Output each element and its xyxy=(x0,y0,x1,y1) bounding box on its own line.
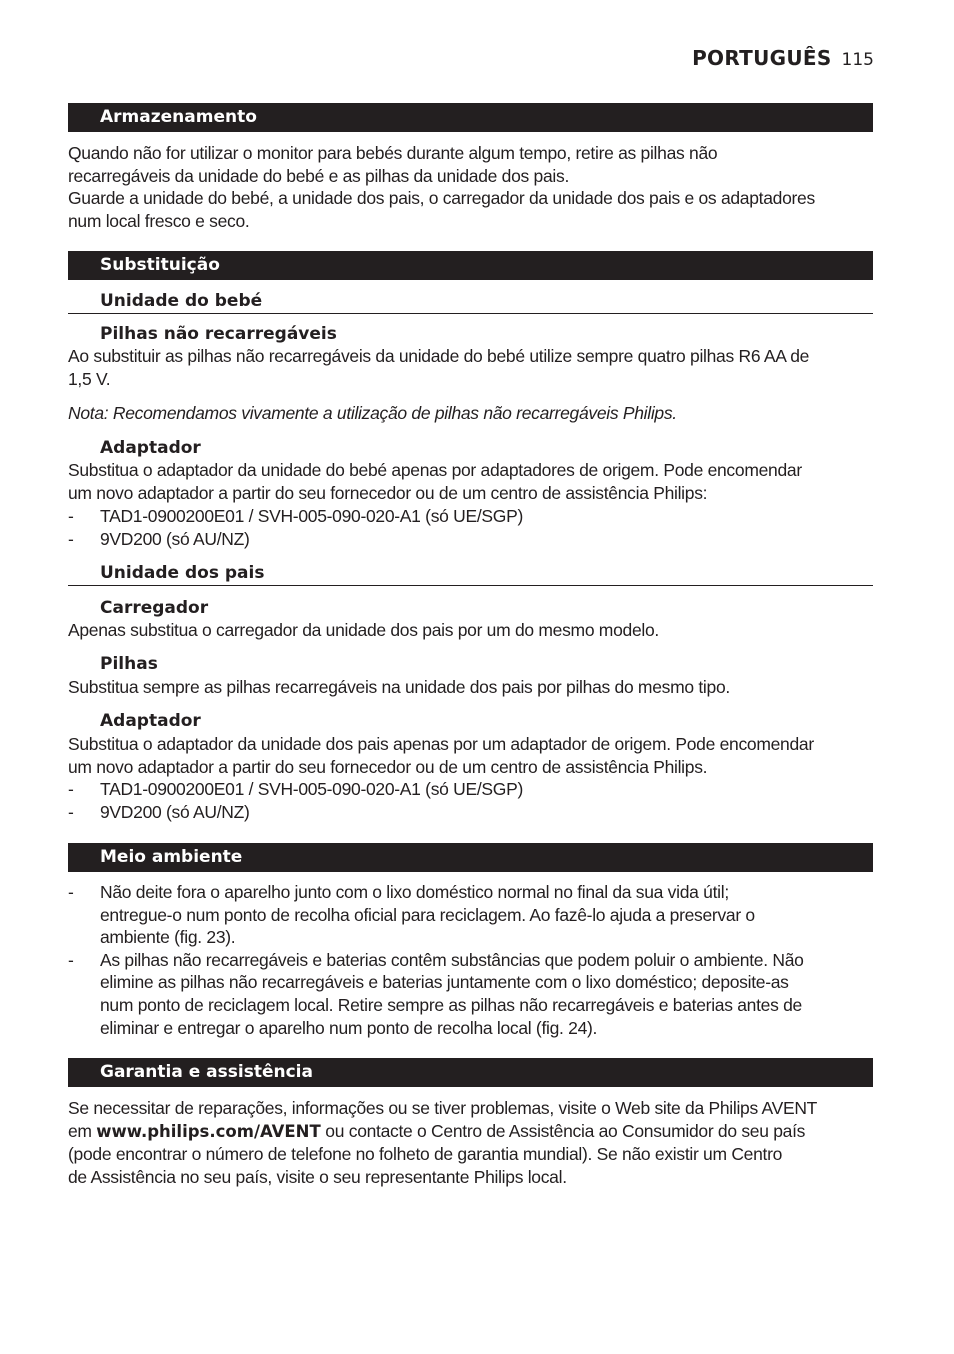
subheading-parent-unit: Unidade dos pais xyxy=(68,562,873,586)
parent-adapter-text xyxy=(68,733,873,778)
section-heading-replacement: Substituição xyxy=(68,251,873,280)
text-line: Quando não for utilizar o monitor para bebés durante algum tempo, retire as pilhas não xyxy=(68,143,718,163)
text-line: entregue-o num ponto de recolha oficial para reciclagem. Ao fazê-lo ajuda a preservar o xyxy=(100,904,755,925)
subheading-baby-batteries: Pilhas não recarregáveis xyxy=(100,324,337,344)
section-heading-warranty: Garantia e assistência xyxy=(68,1058,873,1087)
text-line: em www.philips.com/AVENT ou contacte o Centro de Assistência ao Consumidor do seu país xyxy=(68,1120,806,1141)
parent-batteries-text: Substitua sempre as pilhas recarregáveis na unidade dos pais por pilhas do mesmo tipo. xyxy=(68,677,730,697)
text-line: de Assistência no seu país, visite o seu representante Philips local. xyxy=(68,1166,567,1187)
parent-charger-text: Apenas substitua o carregador da unidade dos pais por um do mesmo modelo. xyxy=(68,620,659,640)
subheading-parent-batteries: Pilhas xyxy=(100,654,158,674)
warranty-paragraph xyxy=(68,1097,873,1188)
text-line: Substitua o adaptador da unidade dos pais apenas por um adaptador de origem. Pode encomendar xyxy=(68,734,814,754)
subheading-baby-unit: Unidade do bebé xyxy=(68,290,873,314)
storage-paragraph-1 xyxy=(68,142,873,187)
text-line: num local fresco e seco. xyxy=(68,210,250,231)
list-item: - TAD1-0900200E01 / SVH-005-090-020-A1 (só UE/SGP) xyxy=(68,506,523,526)
text-line: (pode encontrar o número de telefone no folheto de garantia mundial). Se não existir um Centro xyxy=(68,1144,783,1165)
text-line: Ao substituir as pilhas não recarregáveis da unidade do bebé utilize sempre quatro pilhas R6 AA de xyxy=(68,346,810,366)
list-item: - As pilhas não recarregáveis e baterias contêm substâncias que podem poluir o ambiente. Não elimine as pilhas não recarregáveis e baterias juntamente com o lixo doméstico; deposite-as num ponto de reciclagem local. Retire sempre as pilhas não recarregáveis e baterias antes de eliminar e entregar o aparelho num ponto de recolha local (fig. 24). xyxy=(68,949,873,1039)
text-line: um novo adaptador a partir do seu fornecedor ou de um centro de assistência Philips. xyxy=(68,756,708,777)
text-line: As pilhas não recarregáveis e baterias contêm substâncias que podem poluir o ambiente. Não xyxy=(100,949,804,970)
baby-batteries-text xyxy=(68,345,873,390)
list-item: - Não deite fora o aparelho junto com o lixo doméstico normal no final da sua vida útil; entregue-o num ponto de recolha oficial para reciclagem. Ao fazê-lo ajuda a preservar o ambiente (fig. 23). xyxy=(68,881,873,949)
page-number: 115 xyxy=(841,50,874,70)
subheading-parent-charger: Carregador xyxy=(100,598,209,618)
text-line: Não deite fora o aparelho junto com o lixo doméstico normal no final da sua vida útil; xyxy=(100,882,729,902)
text-line: 1,5 V. xyxy=(68,368,111,389)
text-line: recarregáveis da unidade do bebé e as pilhas da unidade dos pais. xyxy=(68,165,570,186)
storage-paragraph-2 xyxy=(68,187,873,232)
text-line: elimine as pilhas não recarregáveis e baterias juntamente com o lixo doméstico; deposite-as xyxy=(100,972,789,993)
page-header xyxy=(692,46,874,70)
text-line: um novo adaptador a partir do seu fornecedor ou de um centro de assistência Philips: xyxy=(68,482,708,503)
list-item: - TAD1-0900200E01 / SVH-005-090-020-A1 (só UE/SGP) xyxy=(68,779,523,799)
section-heading-environment: Meio ambiente xyxy=(68,843,873,872)
subheading-parent-adapter: Adaptador xyxy=(100,711,201,731)
subheading-baby-adapter: Adaptador xyxy=(100,438,201,458)
section-heading-storage: Armazenamento xyxy=(68,103,873,132)
text-line: num ponto de reciclagem local. Retire sempre as pilhas não recarregáveis e baterias antes de xyxy=(100,994,802,1015)
parent-adapter-list xyxy=(68,778,873,823)
baby-batteries-note: Nota: Recomendamos vivamente a utilização de pilhas não recarregáveis Philips. xyxy=(68,403,677,423)
text-line: eliminar e entregar o aparelho num ponto de recolha local (fig. 24). xyxy=(100,1017,598,1038)
list-item: - 9VD200 (só AU/NZ) xyxy=(68,528,250,549)
baby-adapter-text xyxy=(68,459,873,504)
baby-adapter-list xyxy=(68,505,873,550)
text-line: Se necessitar de reparações, informações ou se tiver problemas, visite o Web site da Philips AVENT xyxy=(68,1098,818,1118)
philips-website-link[interactable]: www.philips.com/AVENT xyxy=(96,1121,321,1141)
text-line: Guarde a unidade do bebé, a unidade dos pais, o carregador da unidade dos pais e os adaptadores xyxy=(68,188,815,208)
list-item: - 9VD200 (só AU/NZ) xyxy=(68,801,250,822)
text-line: ambiente (fig. 23). xyxy=(100,927,236,948)
text-line: Substitua o adaptador da unidade do bebé apenas por adaptadores de origem. Pode encomendar xyxy=(68,460,802,480)
header-language: PORTUGUÊS xyxy=(692,46,832,70)
environment-list xyxy=(68,881,873,1039)
